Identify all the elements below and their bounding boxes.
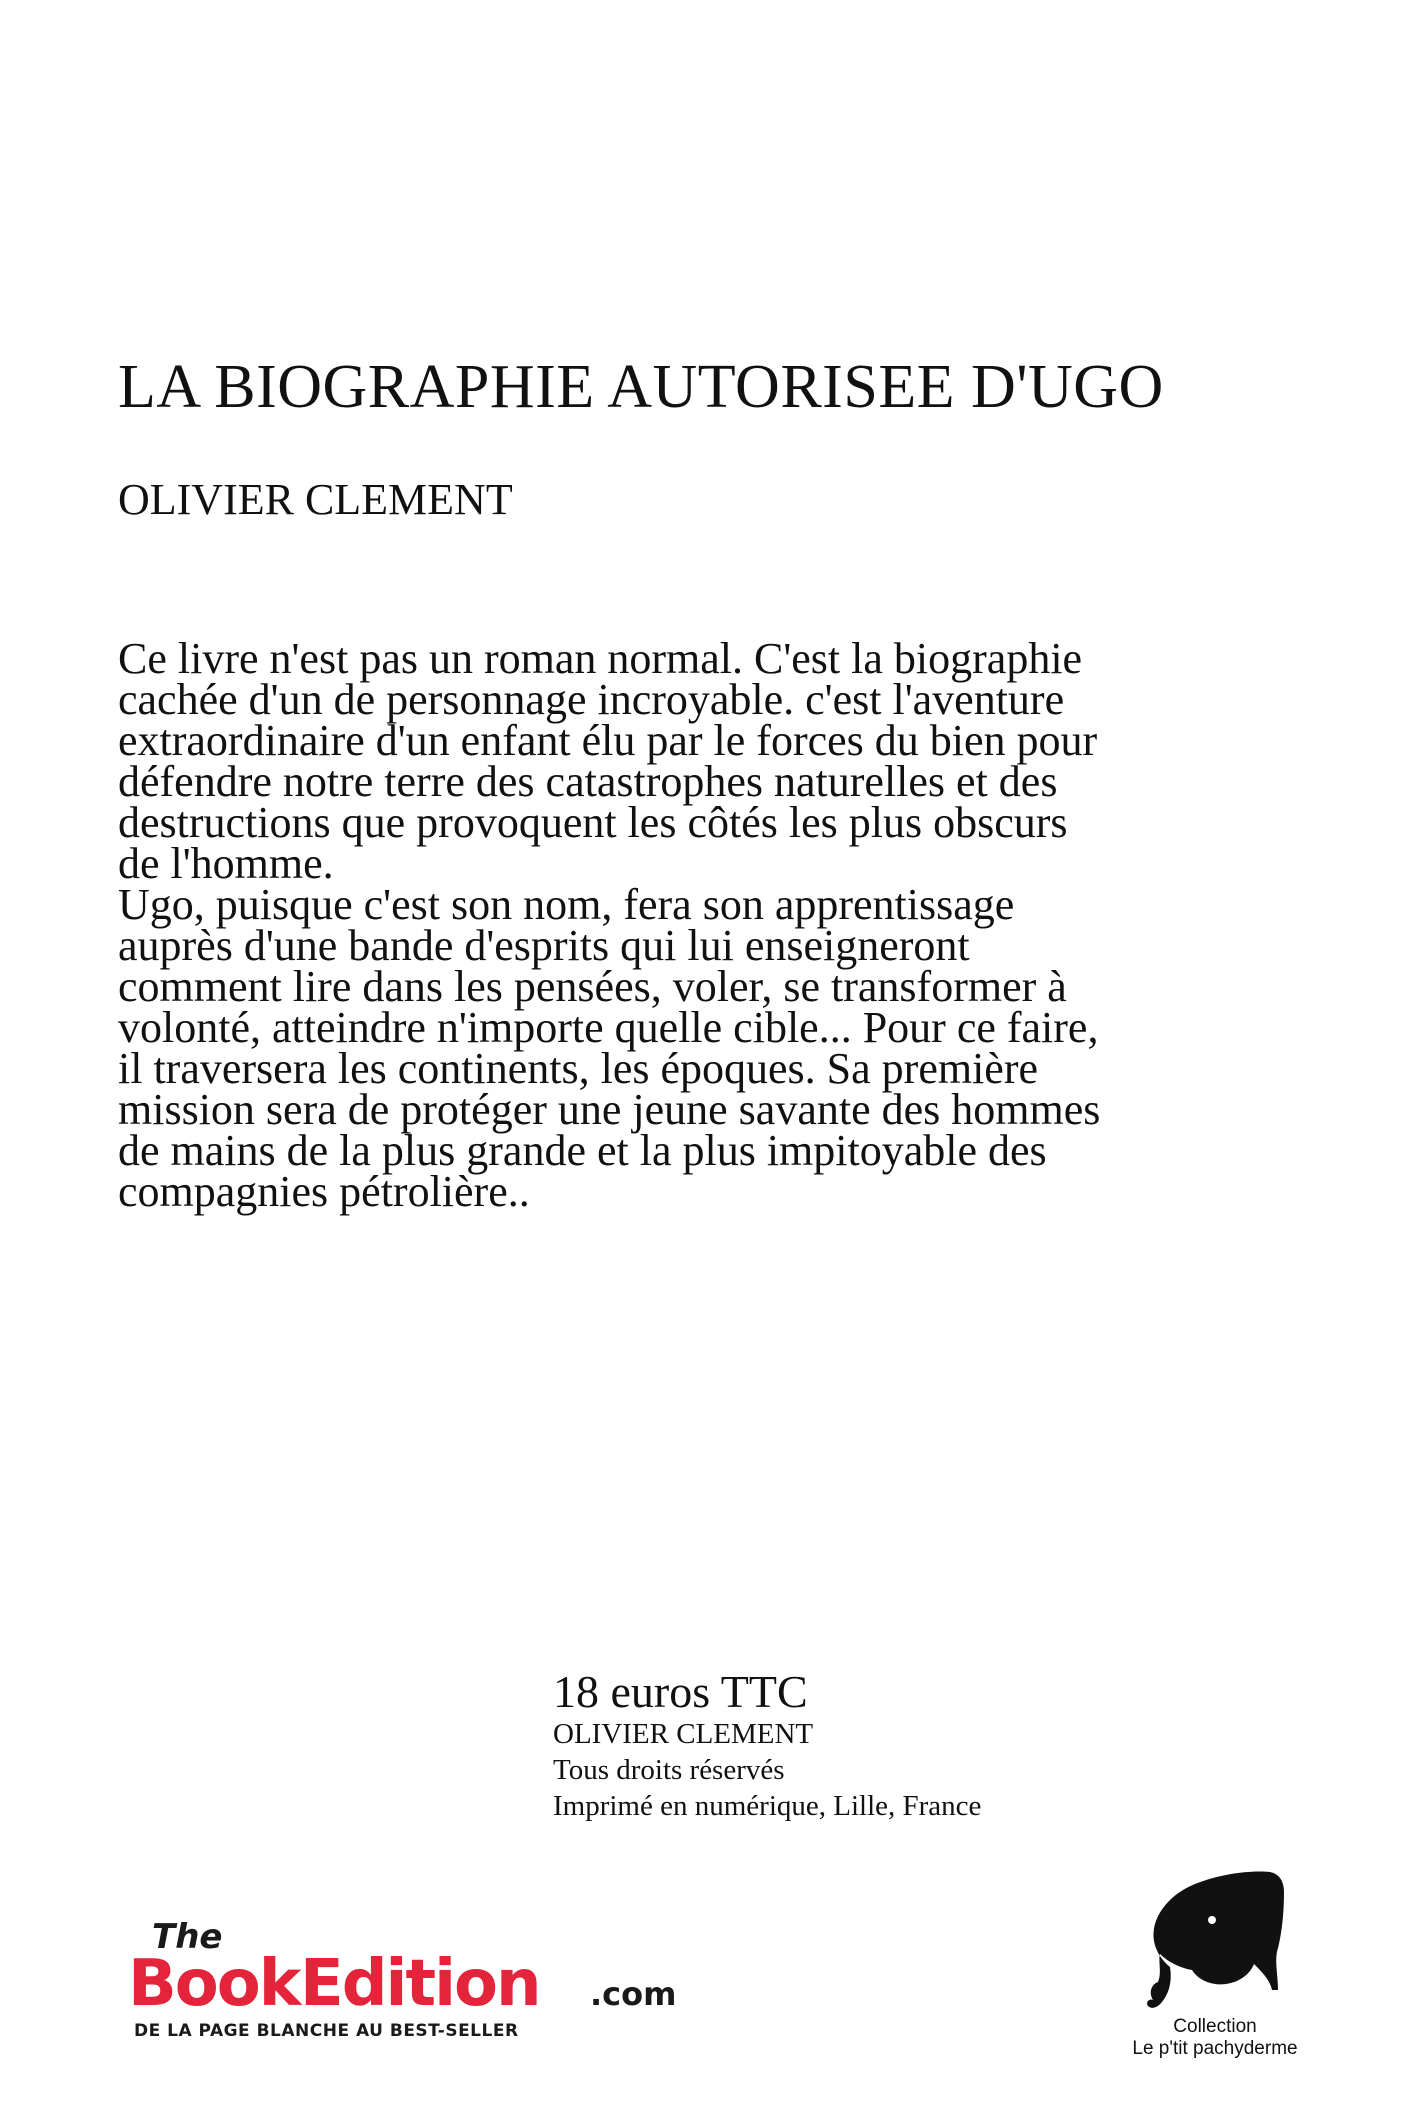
collection-caption [1090,2016,1340,2060]
blurb-paragraph-1: Ce livre n'est pas un roman normal. C'est la biographie cachée d'un de personnage incroyable. c'est l'aventure extraordinaire d'un enfant élu par le forces du bien pour défendre notre terre des catastrophes naturelles et des destructions que provoquent les côtés les plus obscurs de l'homme. [118,634,1098,888]
logo-book: Book [128,1947,300,2021]
imprint-author: OLIVIER CLEMENT [553,1718,814,1750]
bookedition-logo [128,1915,728,2045]
printing-notice: Imprimé en numérique, Lille, France [553,1790,982,1822]
blurb-paragraph-2: Ugo, puisque c'est son nom, fera son apprentissage auprès d'une bande d'esprits qui lui enseigneront comment lire dans les pensées, voler, se transformer à volonté, atteindre n'importe quelle cible... Pour ce faire, il traversera les continents, les époques. Sa première mission sera de protéger une jeune savante des hommes de mains de la plus grande et la plus impitoyable des compagnies pétrolière.. [118,880,1101,1216]
back-cover-blurb [118,634,1118,1216]
rights-notice: Tous droits réservés [553,1754,785,1786]
imprint-block [553,1668,981,1824]
logo-tagline: DE LA PAGE BLANCHE AU BEST-SELLER [134,2021,519,2041]
book-title: LA BIOGRAPHIE AUTORISEE D'UGO [118,353,1164,421]
collection-label: Collection [1173,2016,1257,2037]
logo-edition: Edition [300,1947,540,2021]
book-author: OLIVIER CLEMENT [118,475,513,524]
logo-com: .com [590,1975,677,2013]
price-label: 18 euros TTC [553,1666,808,1717]
logo-the: The [152,1917,223,1957]
collection-name: Le p'tit pachyderme [1132,2038,1298,2059]
elephant-icon [1100,1862,1330,2022]
